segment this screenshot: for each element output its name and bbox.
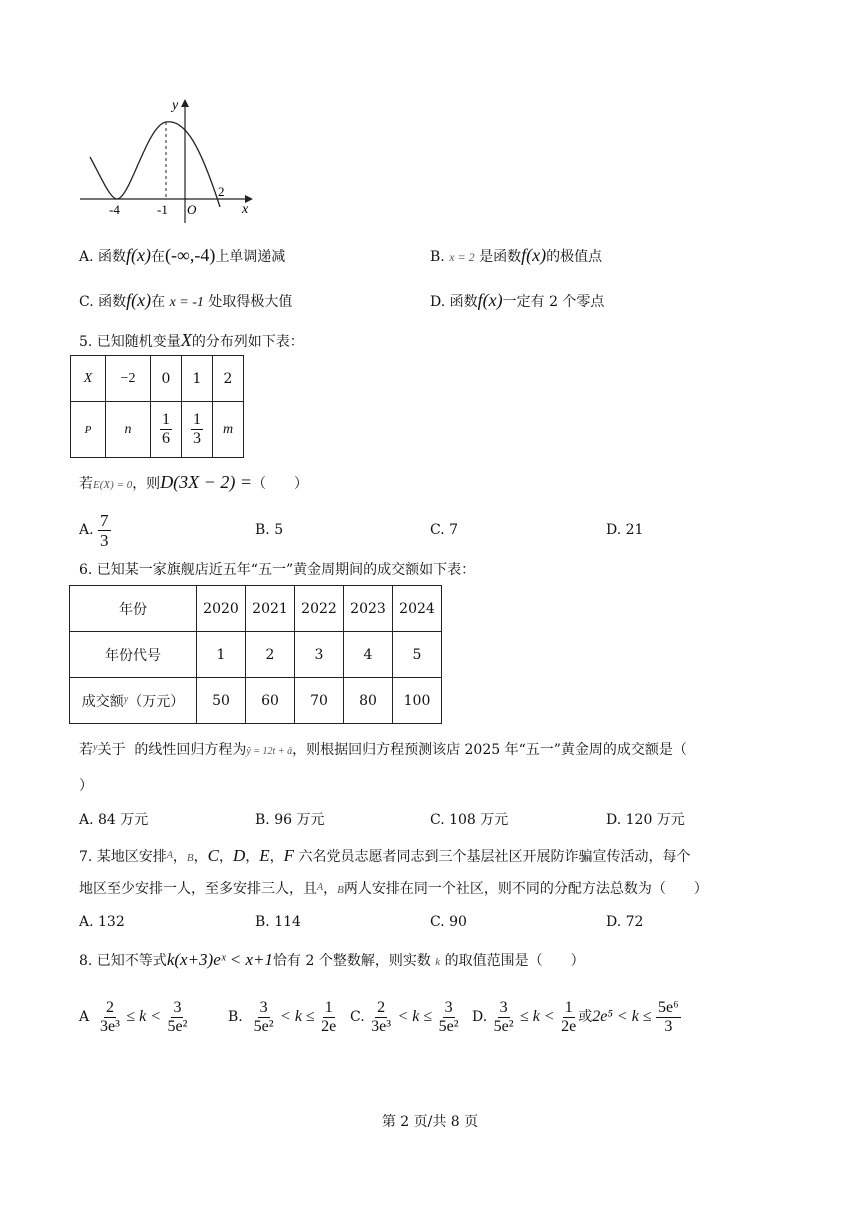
- q5-condition: 若E(X) = 0，则D(3X − 2) =（ ）: [79, 472, 308, 492]
- q7-option-d: D. 72: [606, 914, 644, 930]
- q4-option-a: A. 函数f(x)在(-∞,-4)上单调递减: [79, 245, 286, 265]
- q5-option-d: D. 21: [606, 522, 644, 538]
- y-axis-label: y: [172, 98, 179, 113]
- q4-option-b: B. x = 2 是函数f(x)的极值点: [430, 245, 603, 265]
- page-footer: 第 2 页/共 8 页: [381, 1114, 479, 1130]
- q8-option-d: D. $\frac{3}{\text{5e²}}$ ≤ k < $\frac{1}{2e}$ 或2e⁵ < k ≤ $\frac{\text{5e⁶}}{3}$: [472, 998, 679, 1035]
- q6-option-b: B. 96 万元: [255, 812, 325, 828]
- q5-option-a: A. $\frac{7}{3}$: [79, 510, 109, 550]
- origin-label: O: [187, 202, 197, 217]
- q4-option-c: C. 函数f(x)在 x = -1 处取得极大值: [79, 290, 293, 310]
- q6-option-a: A. 84 万元: [79, 812, 149, 828]
- q6-regression-line: 若$^y$关于 的线性回归方程为ŷ = 12t + â，则根据回归方程预测该店 2025 年“五一”黄金周的成交额是（: [79, 742, 687, 758]
- q6-stem: 6. 已知某一家旗舰店近五年“五一”黄金周期间的成交额如下表：: [79, 562, 476, 578]
- q5-stem: 5. 已知随机变量X的分布列如下表：: [79, 330, 304, 350]
- q6-regression-line-2: ）: [79, 778, 93, 794]
- x-axis-label: x: [242, 202, 249, 217]
- q7-stem-line2: 地区至少安排一人，至多安排三人，且$^A$，B两人安排在同一个社区，则不同的分配方法总数为（ ）: [79, 881, 708, 897]
- q7-option-a: A. 132: [79, 914, 125, 930]
- q7-stem-line1: 7. 某地区安排$^A$，B，C，D，E，F 六名党员志愿者同志到三个基层社区开展防诈骗宣传活动，每个: [79, 846, 691, 865]
- q5-distribution-table: X −2 0 1 2 P n $\frac{1}{6}$ $\frac{1}{3}$ m: [70, 355, 244, 458]
- y-axis-arrow: [181, 99, 189, 107]
- q8-option-a: A $\frac{2}{\text{3e³}}$ ≤ k < $\frac{3}{\text{5e²}}$: [79, 998, 188, 1035]
- q8-option-b: B. $\frac{3}{\text{5e²}}$ < k ≤ $\frac{1}{2e}$: [228, 998, 337, 1035]
- q5-option-b: B. 5: [255, 522, 284, 538]
- tick-neg1: -1: [157, 202, 168, 217]
- q6-option-c: C. 108 万元: [430, 812, 509, 828]
- q7-option-c: C. 90: [430, 914, 467, 930]
- q5-option-c: C. 7: [430, 522, 459, 538]
- tick-neg4: -4: [109, 202, 120, 217]
- curve-f: [90, 122, 220, 207]
- q8-option-c: C. $\frac{2}{\text{3e³}}$ < k ≤ $\frac{3}{\text{5e²}}$: [350, 998, 459, 1035]
- q7-option-b: B. 114: [255, 914, 301, 930]
- q4-option-d: D. 函数f(x)一定有 2 个零点: [430, 290, 605, 310]
- q8-stem: 8. 已知不等式k(x+3)eˣ < x+1恰有 2 个整数解，则实数 k 的取值范围是（ ）: [79, 950, 585, 969]
- q6-option-d: D. 120 万元: [606, 812, 685, 828]
- tick-2: 2: [218, 184, 225, 199]
- function-graph: [75, 95, 265, 235]
- q6-sales-table: 年份 2020 2021 2022 2023 2024 年份代号 1 2 3 4 5 成交额$^y$（万元） 50 60 70 80 100: [69, 585, 442, 724]
